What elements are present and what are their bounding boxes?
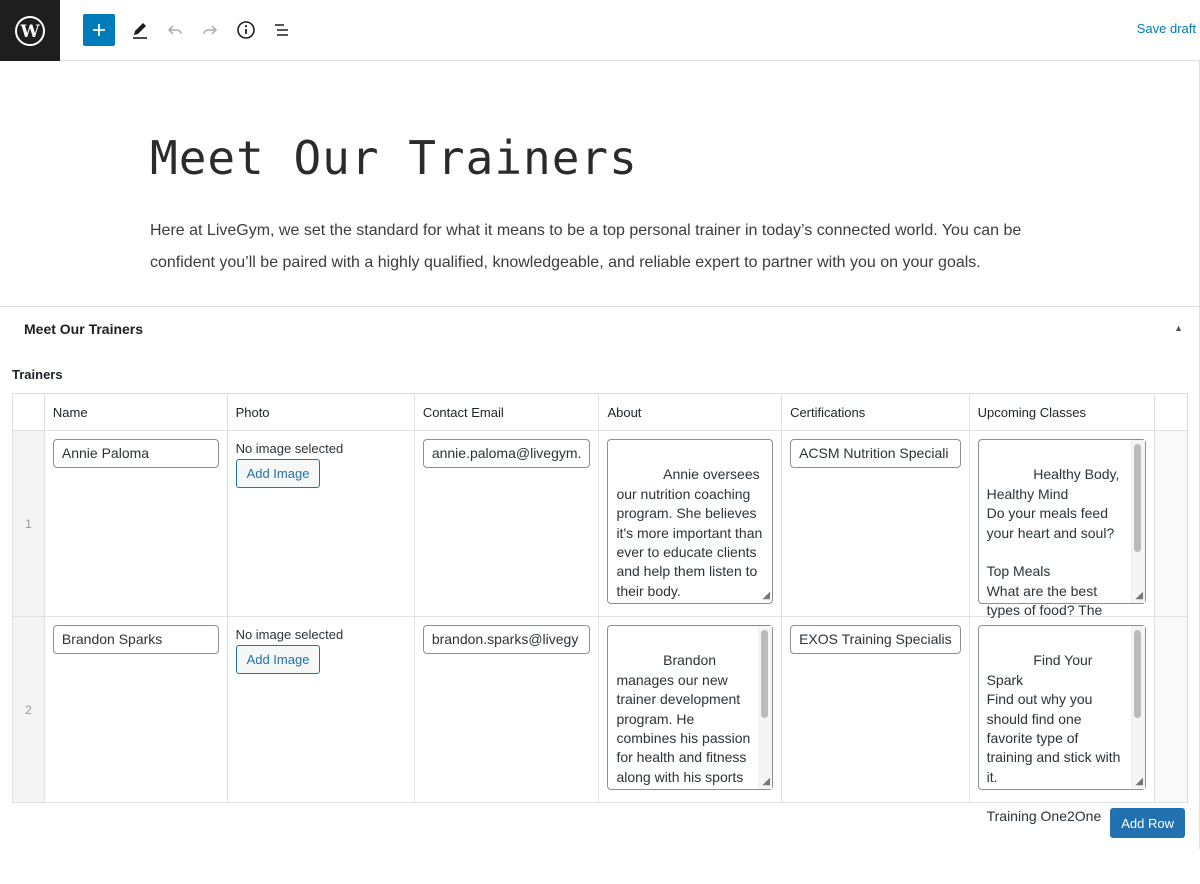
undo-icon <box>165 20 185 40</box>
about-text: Annie oversees our nutrition coaching program. She believes it's more important than ever to educate clients and help them listen to their body. <box>616 466 767 599</box>
column-header-actions <box>1155 394 1188 431</box>
scrollbar-thumb[interactable] <box>1134 444 1141 552</box>
scrollbar[interactable] <box>1131 440 1145 603</box>
info-icon <box>236 20 256 40</box>
wordpress-logo-icon[interactable] <box>0 0 60 61</box>
row-actions[interactable] <box>1155 617 1188 803</box>
column-header: Certifications <box>782 394 970 431</box>
intro-paragraph[interactable]: Here at LiveGym, we set the standard for what it means to be a top personal trainer in today’s connected world. You can be confident you’ll be paired with a highly qualified, knowledgeable, and reliable expert to partner with you on your goals. <box>150 222 1022 271</box>
name-field[interactable]: Annie Paloma <box>53 439 219 468</box>
column-header-order <box>13 394 45 431</box>
classes-textarea[interactable] <box>978 439 1146 619</box>
column-header: About <box>599 394 782 431</box>
certifications-field[interactable]: EXOS Training Specialis <box>790 625 961 654</box>
list-view-button[interactable] <box>266 14 298 46</box>
email-field[interactable]: brandon.sparks@livegy <box>423 625 591 654</box>
certifications-field[interactable]: ACSM Nutrition Speciali <box>790 439 961 468</box>
add-image-button[interactable]: Add Image <box>236 645 321 674</box>
scrollbar[interactable] <box>1131 626 1145 789</box>
row-order-handle[interactable]: 2 <box>13 617 45 803</box>
add-block-button[interactable] <box>83 14 115 46</box>
column-header: Upcoming Classes <box>969 394 1154 431</box>
scrollbar-thumb[interactable] <box>761 630 768 718</box>
row-order-handle[interactable]: 1 <box>13 431 45 617</box>
photo-status: No image selected <box>235 627 344 642</box>
resize-handle-icon[interactable]: ◢ <box>762 590 771 601</box>
metabox-title[interactable]: Meet Our Trainers <box>24 321 144 337</box>
resize-handle-icon[interactable]: ◢ <box>1135 776 1144 787</box>
undo-button[interactable] <box>159 14 191 46</box>
email-field[interactable]: annie.paloma@livegym. <box>423 439 591 468</box>
redo-icon <box>200 20 220 40</box>
table-row <box>13 431 1188 617</box>
resize-handle-icon[interactable]: ◢ <box>1135 590 1144 601</box>
scrollbar[interactable] <box>758 626 772 789</box>
scrollbar-thumb[interactable] <box>1134 630 1141 718</box>
row-actions[interactable] <box>1155 431 1188 617</box>
list-view-icon <box>272 20 292 40</box>
add-row-button[interactable]: Add Row <box>1110 808 1185 838</box>
pencil-icon <box>130 20 150 40</box>
field-label: Trainers <box>12 367 63 382</box>
details-button[interactable] <box>230 14 262 46</box>
name-field[interactable]: Brandon Sparks <box>53 625 219 654</box>
column-header: Name <box>44 394 227 431</box>
classes-textarea[interactable] <box>978 625 1146 824</box>
svg-text:W: W <box>20 21 40 42</box>
classes-text: Find Your Spark Find out why you should find one favorite type of training and stick with it. Training One2One <box>986 652 1121 824</box>
save-draft-button[interactable]: Save draft <box>1136 21 1196 36</box>
editor-toolbar <box>0 0 1200 61</box>
resize-handle-icon[interactable]: ◢ <box>762 776 771 787</box>
about-textarea[interactable] <box>607 625 773 790</box>
about-text: Brandon manages our new trainer development program. He combines his passion for health and fitness along with his sports <box>616 652 755 785</box>
column-header: Contact Email <box>414 394 599 431</box>
plus-icon <box>91 22 107 38</box>
redo-button[interactable] <box>194 14 226 46</box>
page-title[interactable]: Meet Our Trainers <box>150 131 638 185</box>
about-textarea[interactable] <box>607 439 773 604</box>
add-image-button[interactable]: Add Image <box>236 459 321 488</box>
classes-text: Healthy Body, Healthy Mind Do your meals feed your heart and soul? Top Meals What are the best types of food? The <box>986 466 1120 619</box>
tools-button[interactable] <box>124 14 156 46</box>
photo-status: No image selected <box>235 441 344 456</box>
table-header <box>13 394 1188 431</box>
table-row <box>13 617 1188 803</box>
editor-canvas <box>0 61 1200 307</box>
metabox-panel <box>0 306 1200 849</box>
collapse-arrow-icon[interactable]: ▲ <box>1174 323 1183 333</box>
column-header: Photo <box>227 394 414 431</box>
